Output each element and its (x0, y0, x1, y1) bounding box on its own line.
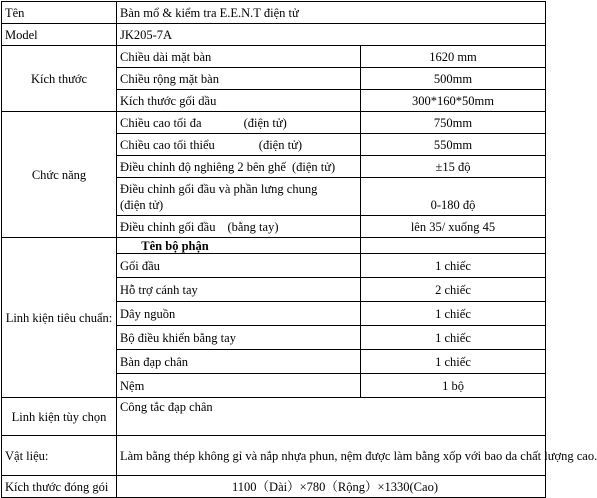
function-item-name: Chiều cao tối đa (120, 115, 202, 130)
function-item-value: 550mm (361, 134, 546, 156)
row-model (2, 24, 546, 46)
part-quantity: 1 chiếc (361, 326, 546, 350)
spec-table (1, 1, 597, 498)
material-value: Làm bằng thép không gỉ và nắp nhựa phun, nệm được làm bằng xốp với bao da chất lượng cao. (117, 436, 546, 476)
function-item-mode: (điện tử) (291, 159, 336, 174)
function-item-name: Điều chỉnh gối đầu và phần lưng chung (120, 181, 318, 196)
model-value: JK205-7A (117, 24, 546, 46)
part-name: Gối đầu (117, 254, 361, 278)
function-item-mode: (điện tử) (258, 137, 303, 152)
part-quantity: 1 chiếc (361, 302, 546, 326)
part-quantity: 2 chiếc (361, 278, 546, 302)
dimension-item-name: Chiều rộng mặt bàn (117, 68, 361, 90)
row-packing (2, 476, 546, 498)
row-parts-header (2, 238, 546, 254)
function-item (117, 216, 361, 238)
row-material (2, 436, 546, 476)
function-item-name: Điều chỉnh gối đầu (120, 219, 216, 234)
parts-header: Tên bộ phận (117, 238, 361, 254)
function-item-mode: (điện tử) (243, 115, 287, 130)
dimension-item-name: Kích thước gối dầu (117, 90, 361, 112)
part-quantity: 1 chiếc (361, 254, 546, 278)
name-label: Tên (2, 2, 117, 24)
material-label: Vật liệu: (2, 436, 117, 476)
part-name: Bàn đạp chân (117, 350, 361, 374)
function-item (117, 156, 361, 178)
optional-label: Linh kiện tùy chọn (2, 398, 117, 436)
name-value: Bàn mổ & kiểm tra E.E.N.T điện tử (117, 2, 546, 24)
function-item-mode: (điện tử) (120, 197, 164, 212)
dimension-item-name: Chiều dài mặt bàn (117, 46, 361, 68)
part-name: Dây nguồn (117, 302, 361, 326)
function-item (117, 112, 361, 134)
row-optional (2, 398, 546, 436)
function-item-mode: (bằng tay) (227, 219, 279, 234)
part-name: Nệm (117, 374, 361, 398)
dimension-item-value: 1620 mm (361, 46, 546, 68)
row-function (2, 112, 546, 134)
part-quantity: 1 bộ (361, 374, 546, 398)
row-dimension (2, 46, 546, 68)
parts-header-empty (361, 238, 546, 254)
part-name: Hỗ trợ cánh tay (117, 278, 361, 302)
function-item-name: Chiều cao tối thiểu (120, 137, 215, 152)
function-item-name: Điều chỉnh độ nghiêng 2 bên ghế (120, 159, 286, 174)
dimension-label: Kích thước (2, 46, 117, 112)
optional-value: Công tắc đạp chân (117, 398, 546, 436)
part-quantity: 1 chiếc (361, 350, 546, 374)
packing-value: 1100（Dài）×780（Rộng）×1330(Cao) (117, 476, 546, 498)
packing-label: Kích thước đóng gói (2, 476, 117, 498)
part-name: Bộ điều khiển bằng tay (117, 326, 361, 350)
function-item-value: 0-180 độ (361, 178, 546, 216)
model-label: Model (2, 24, 117, 46)
row-name (2, 2, 546, 24)
function-item-value: lên 35/ xuống 45 (361, 216, 546, 238)
function-item (117, 178, 361, 216)
function-item-value: ±15 độ (361, 156, 546, 178)
function-item-value: 750mm (361, 112, 546, 134)
parts-label: Linh kiện tiêu chuẩn: (2, 238, 117, 398)
function-item (117, 134, 361, 156)
dimension-item-value: 500mm (361, 68, 546, 90)
dimension-item-value: 300*160*50mm (361, 90, 546, 112)
function-label: Chức năng (2, 112, 117, 238)
